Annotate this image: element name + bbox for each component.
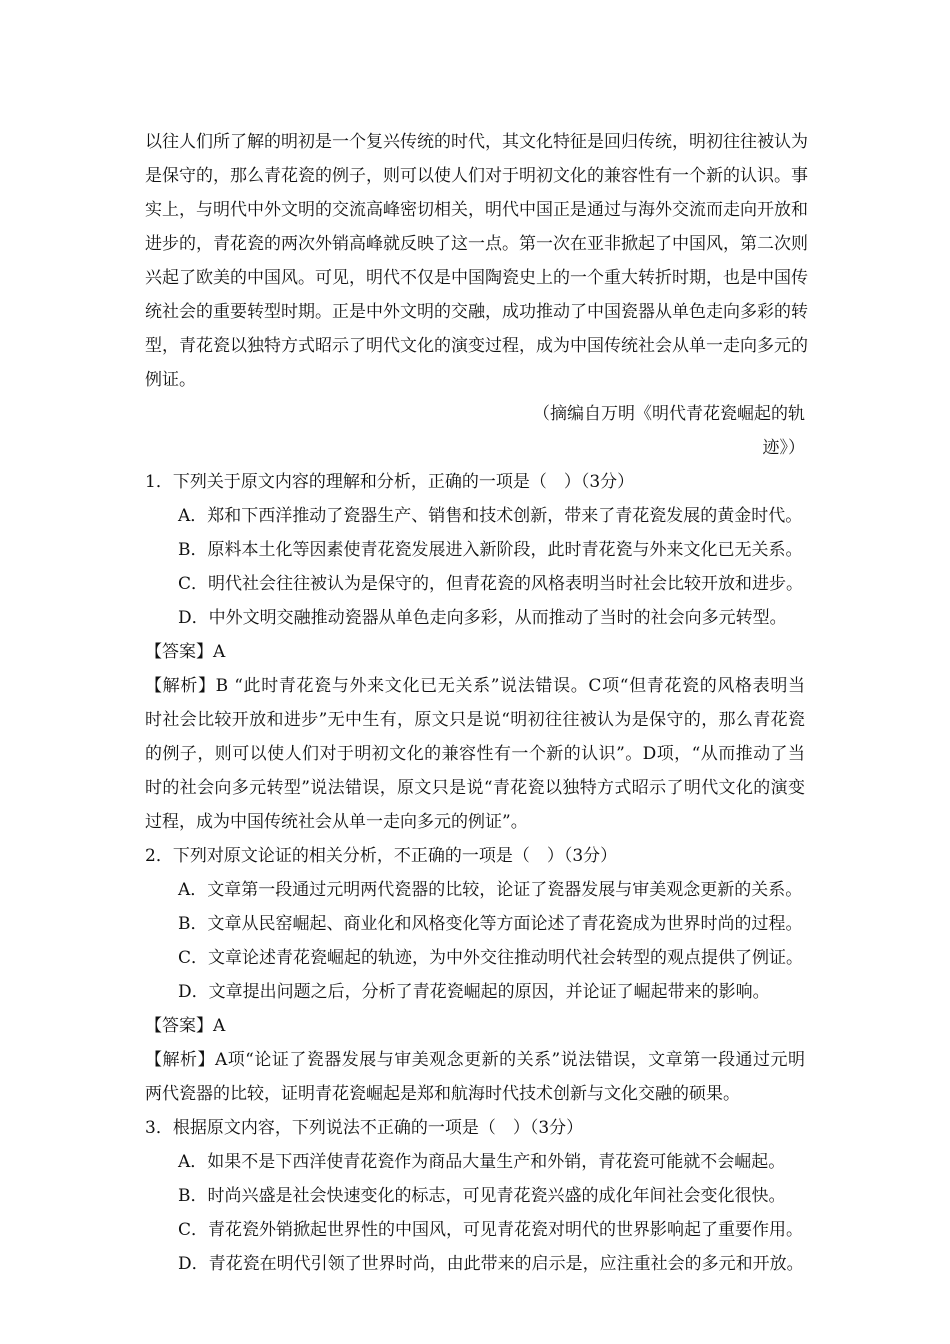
analysis-label: 【解析】 bbox=[145, 676, 216, 696]
option-c: C．青花瓷外销掀起世界性的中国风，可见青花瓷对明代的世界影响起了重要作用。 bbox=[178, 1220, 804, 1240]
option-c: C．文章论述青花瓷崛起的轨迹，为中外交往推动明代社会转型的观点提供了例证。 bbox=[178, 948, 804, 968]
analysis-line: 时社会比较开放和进步”无中生有，原文只是说“明初往往被认为是保守的，那么青花瓷 bbox=[145, 710, 805, 730]
question-stem: 3．根据原文内容，下列说法不正确的一项是（ ）（3分） bbox=[145, 1118, 584, 1138]
passage-line: 进步的，青花瓷的两次外销高峰就反映了这一点。第一次在亚非掀起了中国风，第二次则 bbox=[145, 234, 808, 254]
answer-value: A bbox=[213, 642, 226, 662]
option-a: A．文章第一段通过元明两代瓷器的比较，论证了瓷器发展与审美观念更新的关系。 bbox=[178, 880, 803, 900]
passage-line: 兴起了欧美的中国风。可见，明代不仅是中国陶瓷史上的一个重大转折时期，也是中国传 bbox=[145, 268, 808, 288]
answer-label: 【答案】 bbox=[145, 642, 213, 662]
option-b: B．原料本土化等因素使青花瓷发展进入新阶段，此时青花瓷与外来文化已无关系。 bbox=[178, 540, 803, 560]
passage-line: 统社会的重要转型时期。正是中外文明的交融，成功推动了中国瓷器从单色走向多彩的转 bbox=[145, 302, 808, 322]
option-b: B．文章从民窑崛起、商业化和风格变化等方面论述了青花瓷成为世界时尚的过程。 bbox=[178, 914, 803, 934]
analysis-line bbox=[145, 676, 805, 696]
answer bbox=[145, 1016, 805, 1036]
answer bbox=[145, 642, 805, 662]
option-d: D．中外文明交融推动瓷器从单色走向多彩，从而推动了当时的社会向多元转型。 bbox=[178, 608, 787, 628]
passage-source: 迹》） bbox=[762, 438, 805, 458]
option-a: A．郑和下西洋推动了瓷器生产、销售和技术创新，带来了青花瓷发展的黄金时代。 bbox=[178, 506, 803, 526]
passage-source: （摘编自万明《明代青花瓷崛起的轨 bbox=[533, 404, 805, 424]
analysis-text: B “此时青花瓷与外来文化已无关系”说法错误。C项“但青花瓷的风格表明当 bbox=[215, 676, 805, 696]
analysis-line: 的例子，则可以使人们对于明初文化的兼容性有一个新的认识”。D项，“从而推动了当 bbox=[145, 744, 805, 764]
analysis-line: 两代瓷器的比较，证明青花瓷崛起是郑和航海时代技术创新与文化交融的硕果。 bbox=[145, 1084, 740, 1104]
passage-line: 以往人们所了解的明初是一个复兴传统的时代，其文化特征是回归传统，明初往往被认为 bbox=[145, 132, 808, 152]
passage-line: 型，青花瓷以独特方式昭示了明代文化的演变过程，成为中国传统社会从单一走向多元的 bbox=[145, 336, 808, 356]
question-stem: 2．下列对原文论证的相关分析，不正确的一项是（ ）（3分） bbox=[145, 846, 618, 866]
option-b: B．时尚兴盛是社会快速变化的标志，可见青花瓷兴盛的成化年间社会变化很快。 bbox=[178, 1186, 786, 1206]
question-stem: 1．下列关于原文内容的理解和分析，正确的一项是（ ）（3分） bbox=[145, 472, 635, 492]
option-d: D．文章提出问题之后，分析了青花瓷崛起的原因，并论证了崛起带来的影响。 bbox=[178, 982, 770, 1002]
option-a: A．如果不是下西洋使青花瓷作为商品大量生产和外销，青花瓷可能就不会崛起。 bbox=[178, 1152, 786, 1172]
analysis-text: A项“论证了瓷器发展与审美观念更新的关系”说法错误，文章第一段通过元明 bbox=[214, 1050, 805, 1070]
passage-line: 实上，与明代中外文明的交流高峰密切相关，明代中国正是通过与海外交流而走向开放和 bbox=[145, 200, 808, 220]
passage-line: 是保守的，那么青花瓷的例子，则可以使人们对于明初文化的兼容性有一个新的认识。事 bbox=[145, 166, 808, 186]
answer-value: A bbox=[213, 1016, 226, 1036]
option-c: C．明代社会往往被认为是保守的，但青花瓷的风格表明当时社会比较开放和进步。 bbox=[178, 574, 804, 594]
analysis-line bbox=[145, 1050, 805, 1070]
option-d: D．青花瓷在明代引领了世界时尚，由此带来的启示是，应注重社会的多元和开放。 bbox=[178, 1254, 804, 1274]
answer-label: 【答案】 bbox=[145, 1016, 213, 1036]
passage-line: 例证。 bbox=[145, 370, 196, 390]
analysis-line: 过程，成为中国传统社会从单一走向多元的例证”。 bbox=[145, 812, 528, 832]
analysis-line: 时的社会向多元转型”说法错误，原文只是说“青花瓷以独特方式昭示了明代文化的演变 bbox=[145, 778, 805, 798]
analysis-label: 【解析】 bbox=[145, 1050, 215, 1070]
